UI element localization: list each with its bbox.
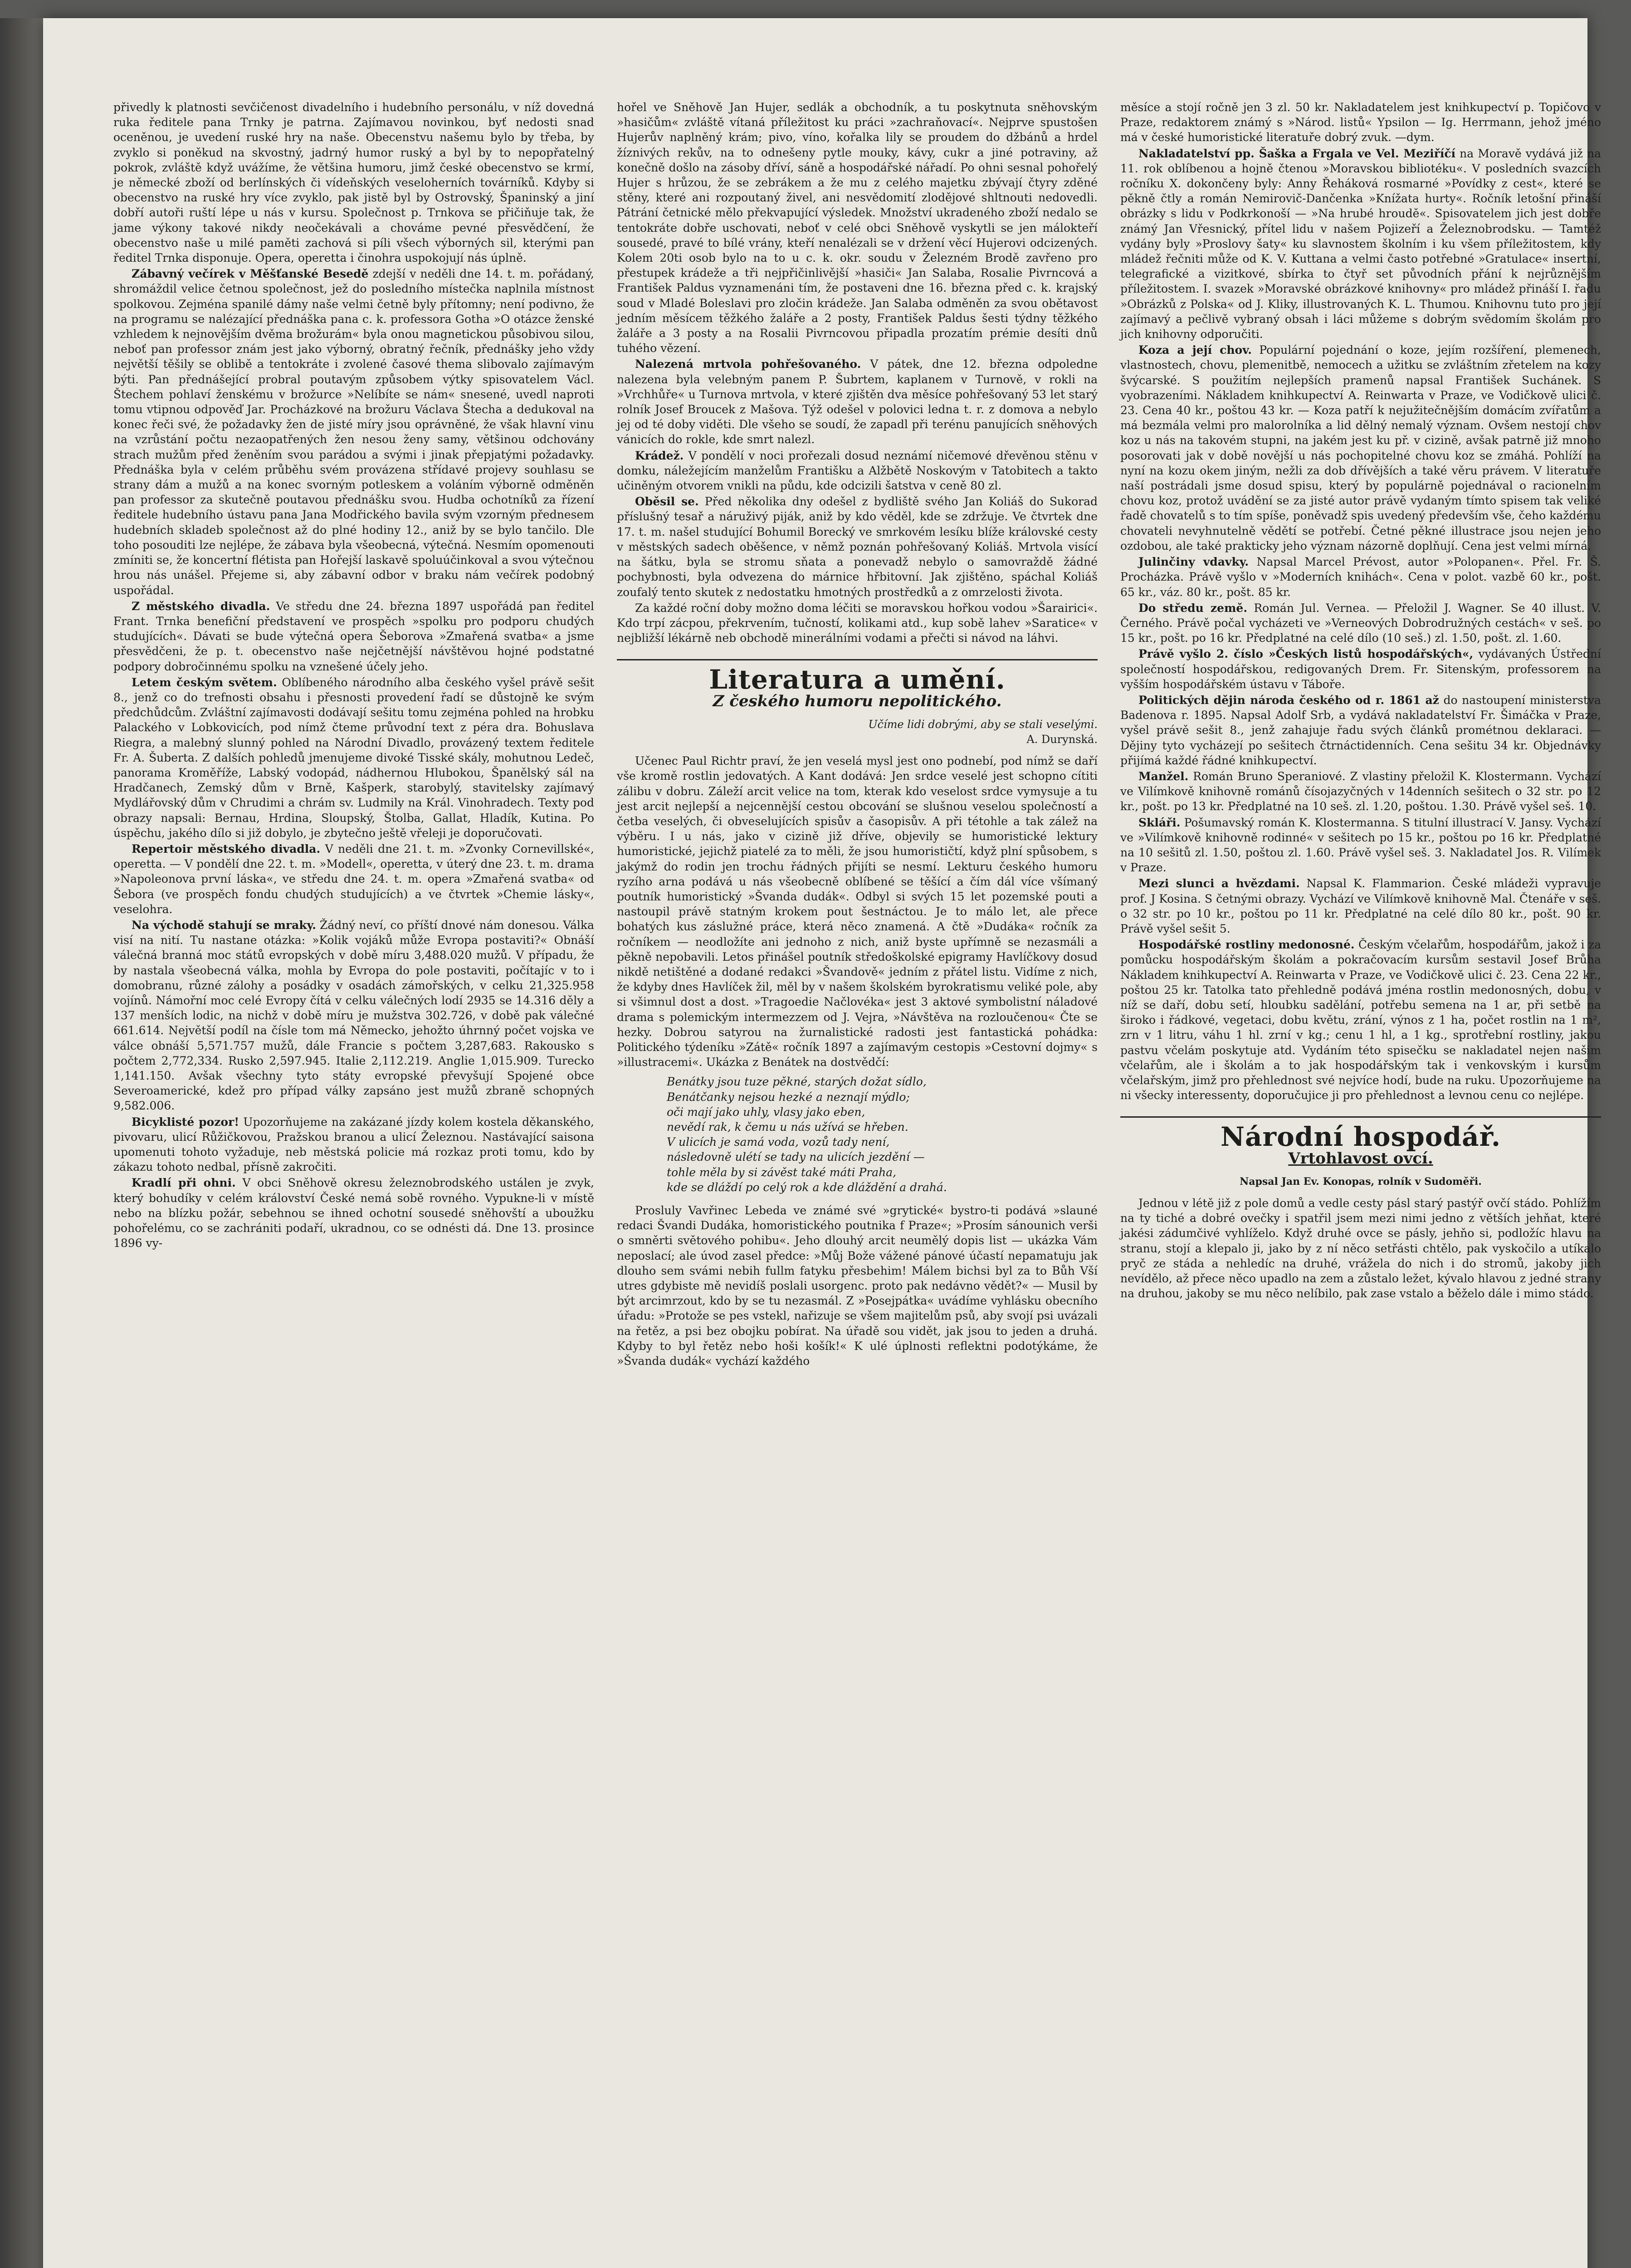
article-text: měsíce a stojí ročně jen 3 zl. 50 kr. Nakladatelem jest knihkupectví p. Topičovo v Praze, redaktorem známý s »Národ. listů« Ypsilon — Ig. Herrmann, jehož jméno má v české humoristické literatuře dobrý zvuk. —dym. (1120, 101, 1601, 144)
article-paragraph (1120, 693, 1601, 768)
article-text: Oblíbeného národního alba českého vyšel právě sešit 8., jenž co do trefnosti obsahu i přesnosti provedení řadí se důstojně ke svým předchůdcům. Zvláštní zajímavosti dodávají sešitu tomu zejména pohled na hrobku Palackého v Lobkovicích, pod nímž čteme průvodní text z péra dra. Bohuslava Riegra, a malebný slunný pohled na Národní Divadlo, provázený textem ředitele Fr. A. Šuberta. Z dalších pohledů jmenujeme divoké Tisské skály, mohutnou Ledeč, panorama Kroměříže, Labský vodopád, nádhernou Hlubokou, Španělský sál na Hradčanech, Zemský dům v Brně, Kašperk, starobylý, stavitelsky zajímavý Mydlářovský dům v Chrudimi a chrám sv. Ludmily na Král. Vinohradech. Texty pod obrazy napsali: Bernau, Hrdina, Sloupský, Štolba, Gallat, Hladík, Kutina. Po úspěchu, jakého dílo si již dobylo, je zbytečno ještě vřeleji je doporučovati. (113, 675, 594, 840)
article-text: V obci Sněhově okresu železnobrodského ustálen je zvyk, který bohudíky v celém království České nemá sobě rovného. Vypukne-li v místě nebo na blízku požár, sebehnou se ihned ochotní sousedé sněhovští a uboužku pohořelému, co se zachrániti podaří, ukradnou, co se odnésti dá. Dne 13. prosince 1896 vy- (113, 1176, 595, 1250)
poem-line: Benátky jsou tuze pěkné, starých dožat sídlo, (667, 1075, 927, 1089)
article-lead: Julinčiny vdavky. (1138, 555, 1249, 569)
poem-line: kde se dláždí po celý rok a kde dláždění a drahá. (667, 1180, 947, 1194)
article-lead: Bicyklisté pozor! (132, 1115, 239, 1129)
article-paragraph (113, 599, 594, 674)
article-text: Napsal Marcel Prévost, autor »Polopanen«. Přel. Fr. Š. Procházka. Právě vyšlo v »Moderních knihách«. Cena v polot. vazbě 60 kr., pošt. 65 kr., váz. 80 kr., pošt. 85 kr. (1120, 555, 1601, 599)
literature-body (617, 753, 1098, 1070)
literature-paragraph: Prosluly Vavřinec Lebeda ve známé své »grytické« bystro-ti podává »slauné redaci Švandi Dudáka, homoristického poutnika f Praze«; »Prosím sánounich verši o smněrti světového pohibu«. Jeho dlouhý arcit neumělý dopis list — ukázka Vám neposlací; ale úvod zasel předce: »Můj Bože vážené pánové účastí nepamatuju jak dlouho sem svámi nebih fullm fatyku přesbehim! Málem bichsi byl za to Bůh Vší utres gdybiste mě nevidíš poslali usorgenc. proto pak nedávno vědět?« — Musil by být arcimrzout, kdo by se tu nezasmál. Z »Posejpátka« uvádíme vyhlásku obecního úřadu: »Protože se pes vstekl, nařizuje se všem majitelům psů, aby svojí psi uvázali na řetěz, a psi bez obojku pobírat. Na úřadě sou vidět, jak jsou to jeden a druhá. Kdyby to byl řetěz nebo hoši košík!« K ulé úplnosti reflektni podotýkáme, že »Švanda dudák« vychází každého (617, 1204, 1098, 1368)
article-paragraph (1120, 601, 1601, 646)
poem (667, 1074, 1098, 1195)
column-3-articles (1120, 100, 1601, 1103)
article-lead: Koza a její chov. (1138, 343, 1252, 357)
article-paragraph (1120, 554, 1601, 600)
article-text: Román Bruno Speraniové. Z vlastiny přeložil K. Klostermann. Vychází ve Vilímkově knihovně románů čísojazyčných v 14denních sešitech o 32 str. po 12 kr., pošt. po 13 kr. Předplatné na 10 seš. zl. 1.20, poštou. 1.30. Právě vyšel seš. 10. (1120, 769, 1601, 813)
literature-subheading: Z českého humoru nepolitického. (713, 692, 1002, 710)
section-rule-2 (1120, 1116, 1601, 1118)
article-paragraph (1120, 876, 1601, 936)
literature-body-2 (617, 1203, 1098, 1369)
article-text: přivedly k platnosti sevčičenost divadelního i hudebního personálu, v níž dovedná ruka ředitele pana Trnky je patrna. Zajímavou novinkou, byť nedosti snad oceněnou, je uvedení ruské hry na naše. Obecenstvu našemu bylo by třeba, by zvyklo si poněkud na skvostný, jadrný humor ruský a byl by to nepopřatelný pokrok, zvláště když uvážíme, že většina humoru, jimž české obecenstvo se krmí, je německé zboží od berlínských či vídeňských veseloherních továrníků. Kdyby si obecenstvo na ruské hry více zvyklo, pak jistě byl by Ostrovský, Španinský a jiní dobří autoři ruští lépe u nás v kursu. Společnost p. Trnkova se přičiňuje tak, že jame výkony takové nikdy neočekávali a chováme pevné přesvědčení, že obecenstvo naše u milé paměti zachová si píli všech výborných sil, kterými pan ředitel Trnka disponuje. Opera, operetta i činohra uspokojují nás úplně. (113, 101, 594, 265)
article-lead: Do středu země. (1138, 601, 1248, 615)
article-paragraph (1120, 100, 1601, 145)
article-lead: Právě vyšlo 2. číslo »Českých listů hospodářských«, (1138, 647, 1474, 661)
column-3 (1120, 100, 1601, 1301)
article-paragraph (1120, 342, 1601, 553)
article-paragraph (1120, 769, 1601, 814)
article-paragraph (113, 841, 594, 917)
article-lead: Politických dějin národa českého od r. 1861 až (1138, 693, 1439, 707)
poem-line: tohle měla by si závěst také máti Praha, (667, 1165, 897, 1179)
poem-line: oči mají jako uhly, vlasy jako eben, (667, 1105, 865, 1119)
article-lead: Nalezená mrtvola pohřešovaného. (635, 357, 861, 371)
article-text: Populární pojednání o koze, jejím rozšíření, plemenech, vlastnostech, chovu, plemenitbě, nemocech a užitku se zvláštním zřetelem na kozy švýcarské. S použitím nejlepších pramenů napsal František Suchánek. S vyobrazeními. Nákladem knihkupectví A. Reinwarta v Praze, ve Vodičkově ulici č. 23. Cena 40 kr., poštou 43 kr. — Koza patří k nejužitečnějším domácím zvířatům a má bezmála velmi pro malorolníka a lid dělný nemalý význam. Ovšem nestojí chov koz u nás na takovém stupni, na jakém jest ku př. v cizině, avšak patrně již mnoho posorovati jak v době novější u nás pochopitelné chovu koz se zmáhá. Pohlíží na nyní na kozu okem jiným, nežli za dob dřívějších a také věru právem. V literatuře naší postrádali jsme dosud spisu, který by populárně pojednával o racionelním chovu koz, protož uvádění se za jisté autor právě vydaným tímto spisem tak veliké řadě chovatelů s to tím spíše, poněvadž spis uvedený především vše, čeho každému chovateli nevyhnutelně vědětí se potřebí. Četné pěkné illustrace jsou nejen jeho ozdobou, ale také prakticky jeho význam názorně doplňují. Cena jest velmi mírná. (1120, 343, 1601, 552)
motto-text: Učíme lidi dobrými, aby se stali veselými. (868, 718, 1098, 731)
article-lead: Skláři. (1138, 816, 1181, 829)
economy-subheading: Vrtohlavost ovcí. (1288, 1149, 1433, 1168)
article-text: Napsal K. Flammarion. České mládeži vypravuje prof. J Kosina. S četnými obrazy. Vychází ve Vilímkově knihovně Mal. Čtenáře v seš. o 32 str. po 10 kr., poštou po 11 kr. Předplatné na celé dílo 80 kr., pošt. 90 kr. Právě vyšel sešit 5. (1120, 877, 1601, 935)
article-paragraph (617, 100, 1098, 356)
motto (617, 717, 1098, 747)
poem-line: následovně ulétí se tady na ulicích jezdění — (667, 1150, 925, 1164)
article-text: vydávaných Ústřední společností hospodářskou, redigovaných Drem. Fr. Sitenským, professorem na vyšším hospodářském ústavu v Táboře. (1120, 647, 1602, 691)
article-text: V neděli dne 21. t. m. »Zvonky Cornevillské«, operetta. — V pondělí dne 22. t. m. »Modell«, operetta, v úterý dne 23. t. m. drama »Napoleonova první láska«, ve středu dne 24. t. m. opera »Zmařená svatba« od Šebora (ve prospěch fondu chudých studujících) a ve čtvrtek »Chemie lásky«, veselohra. (113, 842, 595, 916)
article-lead: Zábavný večírek v Měšťanské Besedě (132, 267, 369, 281)
economy-body: Jednou v létě již z pole domů a vedle cesty pásl starý pastýř ovčí stádo. Pohlížím na ty tiché a dobré ovečky i spatřil jsem mezi nimi jedno z větších jehňat, které jakési zádumčivé vyhlíželo. Když druhé ovce se pásly, jehňo si, podložíc hlavu na stranu, stojí a klepalo ji, jako by z ní něco setřásti chtělo, pak vyskočilo a utíkalo pryč ze stáda a nehledíc na druhé, vrážela do nich i do stromů, jakoby jich nevídělo, až přece něco upadlo na zem a zůstalo ležet, kývalo hlavou z jedné strany na druhou, jakoby se mu něco nelíbilo, pak zase vstalo a běželo dále i mimo stádo. (1120, 1197, 1601, 1300)
article-paragraph (113, 100, 594, 265)
article-text: Před několika dny odešel z bydliště svého Jan Koliáš do Sukorad příslušný tesař a náruživý piják, aniž by kdo věděl, kde se zdržuje. Ve čtvrtek dne 17. t. m. našel studující Bohumil Borecký ve smrkovém lesíku blíže královské cesty v městských sadech oběšence, v němž poznán pohřešovaný Koliáš. Mrtvola visící na šátku, byla se stromu sňata a ponevadž nebylo o samovraždě žádné pochybnosti, byla odvezena do márnice hřbitovní. Jak zjištěno, spáchal Koliáš zoufalý tento skutek z nedostatku hmotných prostředků a z omrzelosti života. (617, 495, 1098, 599)
column-2 (617, 100, 1098, 1369)
poem-line: V ulicích je samá voda, vozů tady není, (667, 1135, 890, 1149)
economy-heading: Národní hospodář. (1220, 1121, 1501, 1153)
article-paragraph (1120, 646, 1601, 692)
article-lead: Z městského divadla. (132, 599, 270, 613)
article-lead: Mezi slunci a hvězdami. (1138, 877, 1300, 890)
article-text: Ve středu dne 24. března 1897 uspořádá pan ředitel Frant. Trnka benefiční představení ve prospěch »spolku pro podporu chudých studujících«. Dávati se bude výtečná opera Šeborova »Zmařená svatba« a jsme přesvědčeni, že p. t. obecenstvo naše nejčetnější návštěvou hojné podstatné podpory dobročinnému spolku na vznešené účely jeho. (113, 599, 594, 673)
article-paragraph (113, 918, 594, 1114)
article-text: Českým včelařům, hospodářům, jakož i za pomůcku hospodářským školám a pokračovacím kursům sestavil Josef Brůha Nákladem knihkupectví A. Reinwarta v Praze, ve Vodičkově ulici č. 23. Cena 22 kr., poštou 25 kr. Tatolka tato přehledně podává jména rostlin medonosných, dobu, v níž se daří, dobu setí, hloubku sadělání, potřebu semena na 1 ar, při setbě na široko i řádkové, vegetaci, dobu květu, zrání, výnos z 1 ha, počet rostlin na 1 m², zrn v 1 litru, váhu 1 hl. zrní v kg.; cenu 1 hl, a 1 kg., sprotřební rostliny, jakou pastvu včelám poskytuje atd. Vydáním této spisečku se nakladatel nejen našim včelařům, ale i školám a to jak hospodářským tak i venkovským i kursům včelařským, jimž pro přehlednost své nejvíce hodí, bude na ruku. Upozorňujeme na ni všecky interessenty, doporučujice ji pro přehlednost a levnou cenu co nejlépe. (1120, 938, 1601, 1102)
article-paragraph (113, 675, 594, 841)
article-lead: Manžel. (1138, 769, 1189, 783)
column-2-articles (617, 100, 1098, 645)
column-1 (113, 100, 594, 1251)
article-lead: Letem českým světem. (132, 675, 277, 689)
poem-line: Benátčanky nejsou hezké a neznají mýdlo; (667, 1090, 910, 1104)
article-text: na Moravě vydává již na 11. rok oblíbenou a hojně čtenou »Moravskou bibliotéku«. V posledních svazcích ročníku X. dokončeny byly: Anny Řeháková rosmarné »Povídky z cest«, které se pěkně čtly a román Nemirovič-Dančenka »Knížata hurty«. Ročník letošní přináší obrázky s lidu v Podkrkonoší — »Na hrubé hroudě«. Spisovatelem jich jest dobře známý Jan Vřesnický, přítel lidu v našem Pojizeří a Železnobrodsku. — Tamtéž vydány byly »Proslovy šaty« ku slavnostem školním i ku všem příležitostem, kdy mládež řečniti může od K. V. Kuttana a velmi často potřebné »Gratulace« insertní, telegrafické a vizitkové, sbírka to čtyř set původních přání k nejrůznějším příležitostem. I. svazek »Moravské obrázkové knihovny« pro mládež přináší I. řadu »Obrázků z Polska« od J. Kliky, illustrovaných K. L. Thumou. Knihovnu tuto pro její zajímavý a pečlivě vybraný obsah i láci můžeme s dobrým svědomím školám pro jich knihovny odporučiti. (1120, 147, 1601, 341)
article-text: hořel ve Sněhově Jan Hujer, sedlák a obchodník, a tu poskytnuta sněhovským »hasičům« zvláště vítaná příležitost ku práci »zachraňovací«. Nejprve spustošen Hujerův naplněný krám; pivo, víno, kořalka lily se proudem do džbánů a hrdel žíznivých rekův, na to odnešeny pytle mouky, kávy, cukr a jiné potraviny, až konečně došlo na zásoby dříví, sáně a hospodářské nářadí. Po ohni sesnal pohořelý Hujer s hrůzou, že se zebrákem a že mu z celého majetku zbývají čtyry zděné stěny, které ani rozpoutaný živel, ani nesvědomití zlodějové shltnouti nedovedli. Pátrání četnické mělo překvapující výsledek. Množství ukradeného zboží nedalo se tentokráte dobře uschovati, neboť v celé obci Sněhově vyskytli se jen málokteří sousedé, pravé to bílé vrány, kteří nenalézali se v držení věcí Hujerovi odcizených. Kolem 20ti osob bylo na to u c. k. okr. soudu v Železném Brodě zavřeno pro přestupek krádeže a tři nejpřičinlivější »hasiči« Jan Salaba, Rosalie Pivrncová a František Paldus vyznamenáni tím, že postaveni dne 16. března před c. k. krajský soud v Mladé Boleslavi pro zločin krádeže. Jan Salaba odměněn za svou obětavost jedním měsícem těžkého žaláře a 2 posty, František Paldus šesti týdny těžkého žaláře a 3 posty a na Rosalii Pivrncovou připadla prozatím prémie desíti dnů tuhého vězení. (617, 101, 1098, 355)
article-text: Žádný neví, co příští dnové nám donesou. Válka visí na nití. Tu nastane otázka: »Kolik vojáků může Evropa postaviti?« Obnáší válečná branná moc států evropských v době míru 3,488.020 mužů. V případu, že by nastala všeobecná válka, mohla by Evropa do pole postaviti, počítajíc v to i domobranu, různé zálohy a posádky v osadách zámořských, v celku 21,325.958 vojínů. Námořní moc celé Evropy čítá v celku válečných lodí 2935 se 14.316 děly a 137 menších lodic, na nichž v době míru je mužstva 302.726, v době pak válečné 661.614. Největší podíl na čísle tom má Německo, jehožto úhrnný počet vojska ve válce obnáší 5,571.757 mužů, dále Francie s počtem 3,287,683. Rakousko s počtem 2,772,334. Rusko 2,597.945. Italie 2,112.219. Anglie 1,015.909. Turecko 1,141.150. Avšak všechny tyto státy evropské převyšují Spojené obce Severoamerické, kdež pro případ války zapsáno jest mužů zbraně schopných 9,582.006. (113, 918, 594, 1113)
article-text: Pošumavský román K. Klostermanna. S titulní illustrací V. Jansy. Vychází ve »Vilímkově knihovně rodinné« v sešitech po 15 kr., poštou po 16 kr. Předplatné na 10 sešitů zl. 1.50, poštou zl. 1.60. Právě vyšel seš. 3. Nakladatel Jos. R. Vilímek v Praze. (1120, 816, 1601, 875)
motto-author: A. Durynská. (1026, 733, 1098, 746)
article-text: V pátek, dne 12. března odpoledne nalezena byla velebným panem P. Šubrtem, kaplanem v Turnově, v rokli na »Vrchhůře« u Turnova mrtvola, v které zjištěn dva měsíce pohřešovaný 53 let starý rolník Josef Broucek z Mašova. Týž odešel v polovici ledna t. r. z domova a nebylo jej od té doby viděti. Dle všeho se soudí, že zapadl při terénu panujících sněhových vánicích do rokle, kde smrt nalezl. (617, 357, 1098, 446)
poem-line: nevědí rak, k čemu u nás užívá se hřeben. (667, 1120, 908, 1134)
article-text: Za každé roční doby možno doma léčiti se moravskou hořkou vodou »Šarairici«. Kdo trpí zácpou, překrvením, tučností, kolikami atd., kup sobě lahev »Saratice« v nejbližší lékárně neb obchodě minerálními vodami a přečti si návod na láhvi. (617, 601, 1098, 645)
section-rule (617, 659, 1098, 660)
article-paragraph (1120, 815, 1601, 875)
article-lead: Hospodářské rostliny medonosné. (1138, 938, 1355, 952)
article-text: Román Jul. Vernea. — Přeložil J. Wagner. Se 40 illust. V. Černého. Právě počal vycházeti ve »Verneových Dobrodružných cestách« v seš. po 15 kr., pošt. po 16 kr. Předplatné na celé dílo (10 seš.) zl. 1.50, pošt. zl. 1.60. (1120, 601, 1601, 645)
article-paragraph (617, 601, 1098, 646)
article-lead: Nakladatelství pp. Šaška a Frgala ve Vel. Meziříčí (1138, 147, 1456, 160)
newspaper-page (43, 18, 1602, 2268)
literature-heading: Literatura a umění. (709, 664, 1006, 695)
article-lead: Kradlí při ohni. (132, 1176, 236, 1190)
article-paragraph (113, 1114, 594, 1175)
article-text: zdejší v neděli dne 14. t. m. pořádaný, shromáždil velice četnou společnost, jež do posledního místečka naplnila místnost spolkovou. Zejména spanilé dámy naše velmi četně byly přítomny; není podivno, že na programu se nalézající přednáška pana c. k. professora Gotha »O otázce ženské vzhledem k nejnovějším dvěma brožurám« byla onou magnetickou působivou silou, neboť pan professor znám jest jako výborný, obratný řečník, přednášky jeho vždy největší těšily se oblibě a tentokráte i zvolené časové thema slibovalo zajímavým býti. Pan přednášející probral poutavým způsobem výtky spisovatelem Václ. Štechem pohlaví ženskému v brožurce »Nelíbíte se nám« snesené, uvedl naproti tomu vtipnou odpověď Jar. Procházkové na brožuru Václava Štecha a dedukoval na konec řeči své, že požadavky žen de jisté míry jsou oprávněné, že však hlavní vinu na vzrůstání počtu nezaopatřených žen nesou ženy samy, většinou odchovány strach mužům před ženěním svou parádou a svými i jinak přepjatými požadavky. Přednáška byla v celém průběhu svém provázena střídavé projevy souhlasu se strany dám a mužů a na konec svorným potleskem a voláním výborně odměněn pan professor za skutečně poutavou přednášku svou. Hudba ochotníků za řízení ředitele hudebního ústavu pana Jana Modřického bavila svým vzorným přednesem hudebních skladeb společnost až do plné hodiny 12., aniž by se bylo tančilo. Dle toho posouditi lze nejlépe, že zábava byla všeobecná, výtečná. Nesmím opomenouti zmíniti se, že koncertní flétista pan Hořejší laskavě spoluúčinkoval a svou výtečnou hrou nás unášel. Přejeme si, aby zábavní odbor v braku nám večírek podobný uspořádal. (113, 267, 595, 597)
article-paragraph (1120, 146, 1601, 342)
article-paragraph (1120, 937, 1601, 1103)
article-lead: Krádež. (635, 449, 684, 462)
article-lead: Oběsil se. (635, 495, 699, 508)
economy-author: Napsal Jan Ev. Konopas, rolník v Sudoměři. (1240, 1175, 1482, 1188)
article-paragraph (617, 357, 1098, 447)
scan-left-edge (0, 18, 43, 2268)
article-paragraph (617, 494, 1098, 599)
article-text: V pondělí v noci prořezali dosud neznámí ničemové dřevěnou stěnu v domku, náležejícím manželům Františku a Alžbětě Noskovým v Tatobitech a takto učiněným otvorem vnikli na půdu, kde odcizili šatstva v ceně 80 zl. (617, 449, 1098, 493)
article-lead: Repertoir městského divadla. (132, 842, 321, 855)
literature-paragraph: Učenec Paul Richtr praví, že jen veselá mysl jest ono podnebí, pod nímž se daří vše kromě rostlin jedovatých. A Kant dodává: Jen srdce veselé jest schopno cítiti zálibu v dobru. Záleží arcit velice na tom, kterak kdo veselost srdce vymysuje a tu jest arcit nejlepší a nejcennější cestou obcování se slušnou veselou společností a četba veselých, či obveselujících spisův a časopisův. A při tétohle a tak zálež na výběru. I u nás, jako v cizině již dříve, objevily se humoristické lektury humoristické, jejichž piatelé za to měli, že jsou humorističtí, když plní spůsobem, s jakýmž do rodin jen trochu řádných přijíti se nesmí. Lekturu českého humoru ryzího arna podává u nás všeobecně oblíbené se těšící a čím dál více všímaný poutník humoristický »Švanda dudák«. Odbyl si svých 15 let pozemské pouti a nastoupil právě statným krokem pout šestnáctou. Je to málo let, ale přece bohatých kus záslužné práce, která něco znamená. A čtě »Dudáka« ročník za ročníkem — neodložíte ani jednoho z nich, aniž byste upřímně se nezasmáli a pěkně nepobavili. Letos přinášel poutník středoškolské epigramy Havlíčkovy dosud nikdě netištěné a dodané redakci »Švandově« jedním z přátel listu. Vidíme z nich, že kdyby dnes Havlíček žil, měl by v našem školském byrokratismu veliké pole, aby si všimnul dost a dost. »Tragoedie Načlovéka« jest 3 aktové symbolistní náladové drama s polemickým intermezzem od J. Vejra, »Návštěva na rozloučenou« Čte se hezky. Dobrou satyrou na žurnalistické radosti jest fantastická pohádka: Politického týdeníku »Zátě« ročník 1897 a zajímavým cestopis »Cestovní dojmy« s »illustracemi«. Ukázka z Benátek na dostvědčí: (617, 754, 1098, 1069)
article-paragraph (113, 266, 594, 597)
article-paragraph (113, 1175, 594, 1251)
article-text: do nastoupení ministerstva Badenova r. 1895. Napsal Adolf Srb, a vydává nakladatelství Fr. Šimáčka v Praze, vyšel právě sešit 8., jenž zahajuje řadu svých článků prométnou deklaraci. — Dějiny tyto vycházejí po sešitech čtrnáctidenních. Cena sešitu 34 kr. Objednávky přijímá každé řádné knihkupectví. (1120, 693, 1602, 767)
article-lead: Na východě stahují se mraky. (132, 918, 316, 932)
article-text: Upozorňujeme na zakázané jízdy kolem kostela děkanského, pivovaru, ulicí Růžičkovou, Pražskou branou a ulicí Železnou. Nastávající saisona upomenuti tohoto vyžaduje, neb městská policie má rozkaz proti tomu, kdo by zákazu tohoto nedbal, přísně zakročiti. (113, 1115, 594, 1174)
article-paragraph (617, 448, 1098, 494)
